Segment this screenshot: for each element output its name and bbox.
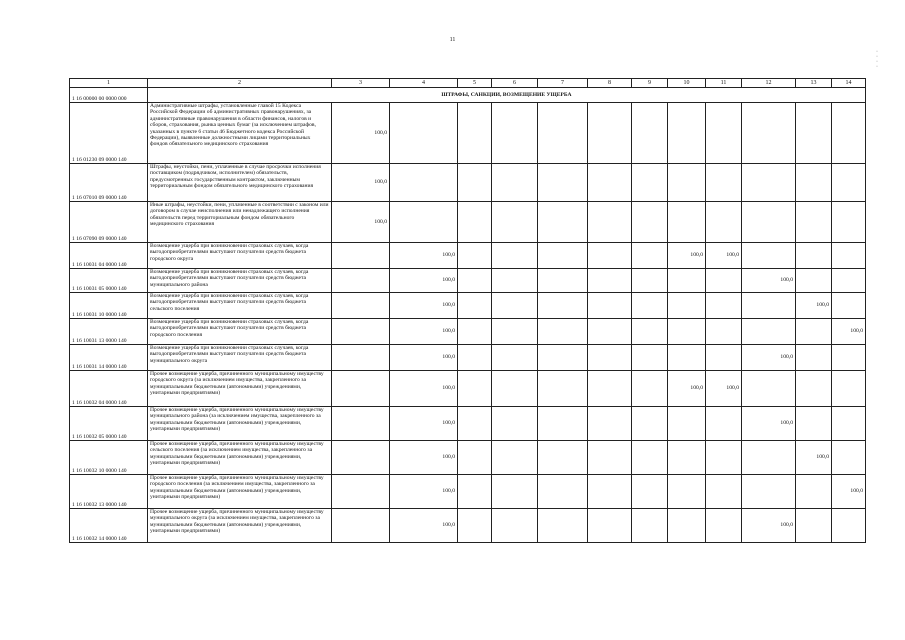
- norm-cell-col-3: [332, 475, 390, 509]
- norm-cell-col-9: [632, 269, 668, 293]
- column-number: 2: [148, 79, 332, 88]
- norm-cell-col-14: [832, 269, 866, 293]
- section-title: ШТРАФЫ, САНКЦИИ, ВОЗМЕЩЕНИЕ УЩЕРБА: [148, 88, 866, 103]
- norm-cell-col-3: [332, 269, 390, 293]
- norm-cell-col-13: 100,0: [796, 441, 832, 475]
- table-row: [70, 269, 866, 293]
- norm-cell-col-11: [706, 509, 742, 543]
- norm-cell-col-6: [492, 509, 538, 543]
- norm-cell-col-9: [632, 407, 668, 441]
- norm-cell-col-5: [458, 269, 492, 293]
- edge-mark: ·: [876, 64, 878, 70]
- norm-cell-col-5: [458, 164, 492, 202]
- column-number: 8: [588, 79, 632, 88]
- norm-cell-col-8: [588, 202, 632, 243]
- budget-classification-code: 1 16 10031 13 0000 140: [70, 319, 148, 345]
- norm-cell-col-14: [832, 345, 866, 371]
- norm-cell-col-8: [588, 164, 632, 202]
- norm-cell-col-10: [668, 202, 706, 243]
- revenue-name: Прочее возмещение ущерба, причиненного муниципальному имуществу муниципального района (за исключением имущества, закрепленного за муниципальными бюджетными (автономными) учреждениями, унитарными предприятиями): [148, 407, 332, 441]
- norm-cell-col-11: [706, 319, 742, 345]
- norm-cell-col-3: [332, 243, 390, 269]
- norm-cell-col-14: [832, 103, 866, 164]
- norm-cell-col-13: [796, 103, 832, 164]
- table-row: [70, 441, 866, 475]
- budget-classification-code: 1 16 07090 09 0000 140: [70, 202, 148, 243]
- norm-cell-col-12: [742, 164, 796, 202]
- column-number: 13: [796, 79, 832, 88]
- norm-cell-col-3: 100,0: [332, 103, 390, 164]
- norm-cell-col-9: [632, 441, 668, 475]
- norm-cell-col-4: 100,0: [390, 371, 458, 407]
- norm-cell-col-7: [538, 103, 588, 164]
- norm-cell-col-3: [332, 509, 390, 543]
- norm-cell-col-4: [390, 164, 458, 202]
- budget-classification-code: 1 16 10032 10 0000 140: [70, 441, 148, 475]
- revenue-name: Возмещение ущерба при возникновении страховых случаев, когда выгодоприобретателями выступают получатели средств бюджета муниципального района: [148, 269, 332, 293]
- column-number-row: [70, 79, 866, 88]
- norm-cell-col-10: [668, 319, 706, 345]
- norm-cell-col-8: [588, 243, 632, 269]
- norm-cell-col-4: 100,0: [390, 509, 458, 543]
- norm-cell-col-12: [742, 103, 796, 164]
- norm-cell-col-5: [458, 371, 492, 407]
- norm-cell-col-12: [742, 202, 796, 243]
- norm-cell-col-8: [588, 293, 632, 319]
- edge-marks: [875, 50, 879, 70]
- budget-classification-code: 1 16 10031 10 0000 140: [70, 293, 148, 319]
- norm-cell-col-12: 100,0: [742, 509, 796, 543]
- budget-classification-code: 1 16 10032 05 0000 140: [70, 407, 148, 441]
- norm-cell-col-10: [668, 509, 706, 543]
- norm-cell-col-11: [706, 164, 742, 202]
- norm-cell-col-3: [332, 293, 390, 319]
- norm-cell-col-4: 100,0: [390, 319, 458, 345]
- norm-cell-col-13: [796, 202, 832, 243]
- revenue-name: Возмещение ущерба при возникновении страховых случаев, когда выгодоприобретателями выступают получатели средств бюджета муниципального округа: [148, 345, 332, 371]
- norm-cell-col-4: [390, 103, 458, 164]
- section-code: 1 16 00000 00 0000 000: [70, 88, 148, 103]
- norm-cell-col-7: [538, 441, 588, 475]
- norm-cell-col-7: [538, 202, 588, 243]
- norm-cell-col-8: [588, 103, 632, 164]
- norm-cell-col-9: [632, 293, 668, 319]
- norm-cell-col-13: [796, 345, 832, 371]
- norm-cell-col-11: 100,0: [706, 371, 742, 407]
- table-row: [70, 407, 866, 441]
- norm-cell-col-13: [796, 371, 832, 407]
- budget-classification-code: 1 16 10032 14 0000 140: [70, 509, 148, 543]
- column-number: 9: [632, 79, 668, 88]
- norm-cell-col-4: 100,0: [390, 269, 458, 293]
- norm-cell-col-12: 100,0: [742, 269, 796, 293]
- norm-cell-col-7: [538, 371, 588, 407]
- budget-classification-code: 1 16 07010 09 0000 140: [70, 164, 148, 202]
- norm-cell-col-6: [492, 441, 538, 475]
- norm-cell-col-10: 100,0: [668, 371, 706, 407]
- norm-cell-col-14: [832, 407, 866, 441]
- norm-cell-col-14: [832, 441, 866, 475]
- norm-cell-col-10: [668, 407, 706, 441]
- norm-cell-col-14: [832, 293, 866, 319]
- norm-cell-col-11: [706, 345, 742, 371]
- norm-cell-col-3: [332, 319, 390, 345]
- norm-cell-col-7: [538, 243, 588, 269]
- norm-cell-col-6: [492, 345, 538, 371]
- norm-cell-col-12: [742, 441, 796, 475]
- norm-cell-col-8: [588, 371, 632, 407]
- norm-cell-col-14: 100,0: [832, 475, 866, 509]
- norm-cell-col-9: [632, 371, 668, 407]
- norm-cell-col-5: [458, 243, 492, 269]
- norm-cell-col-6: [492, 269, 538, 293]
- norm-cell-col-11: [706, 103, 742, 164]
- edge-mark: ·: [876, 59, 878, 65]
- norm-cell-col-6: [492, 103, 538, 164]
- norm-cell-col-9: [632, 319, 668, 345]
- norm-cell-col-5: [458, 293, 492, 319]
- norm-cell-col-9: [632, 164, 668, 202]
- norm-cell-col-8: [588, 269, 632, 293]
- norm-cell-col-11: [706, 269, 742, 293]
- column-number: 11: [706, 79, 742, 88]
- norm-cell-col-11: [706, 202, 742, 243]
- table-row: [70, 345, 866, 371]
- norm-cell-col-12: [742, 293, 796, 319]
- norm-cell-col-9: [632, 243, 668, 269]
- norm-cell-col-4: 100,0: [390, 345, 458, 371]
- norm-cell-col-14: [832, 164, 866, 202]
- norm-cell-col-8: [588, 407, 632, 441]
- norm-cell-col-9: [632, 475, 668, 509]
- norm-cell-col-9: [632, 509, 668, 543]
- norm-cell-col-14: [832, 371, 866, 407]
- revenue-name: Административные штрафы, установленные главой 15 Кодекса Российской Федерации об административных правонарушениях, за административные правонарушения в области финансов, налогов и сборов, страхования, рынка ценных бумаг (за исключением штрафов, указанных в пункте 6 статьи 46 Бюджетного кодекса Российской Федерации), выявленные должностными лицами территориальных фондов обязательного медицинского страхования: [148, 103, 332, 164]
- norm-cell-col-12: [742, 475, 796, 509]
- norm-cell-col-4: 100,0: [390, 475, 458, 509]
- norm-cell-col-6: [492, 243, 538, 269]
- norm-cell-col-6: [492, 371, 538, 407]
- norm-cell-col-6: [492, 293, 538, 319]
- norm-cell-col-7: [538, 164, 588, 202]
- norm-cell-col-3: 100,0: [332, 164, 390, 202]
- norm-cell-col-8: [588, 441, 632, 475]
- column-number: 14: [832, 79, 866, 88]
- norm-cell-col-14: [832, 202, 866, 243]
- norm-cell-col-14: [832, 509, 866, 543]
- revenue-name: Возмещение ущерба при возникновении страховых случаев, когда выгодоприобретателями выступают получатели средств бюджета городского поселения: [148, 319, 332, 345]
- norm-cell-col-4: 100,0: [390, 293, 458, 319]
- norm-cell-col-13: [796, 319, 832, 345]
- norm-cell-col-10: [668, 269, 706, 293]
- norm-cell-col-5: [458, 407, 492, 441]
- norm-cell-col-4: 100,0: [390, 441, 458, 475]
- norm-cell-col-9: [632, 345, 668, 371]
- norm-cell-col-3: [332, 441, 390, 475]
- norm-cell-col-10: 100,0: [668, 243, 706, 269]
- budget-classification-code: 1 16 01230 09 0000 140: [70, 103, 148, 164]
- column-number: 4: [390, 79, 458, 88]
- section-header-row: [70, 88, 866, 103]
- norm-cell-col-6: [492, 407, 538, 441]
- norm-cell-col-9: [632, 202, 668, 243]
- norm-cell-col-10: [668, 475, 706, 509]
- table-row: [70, 371, 866, 407]
- norm-cell-col-11: [706, 407, 742, 441]
- norm-cell-col-7: [538, 319, 588, 345]
- norm-cell-col-3: [332, 371, 390, 407]
- revenue-name: Возмещение ущерба при возникновении страховых случаев, когда выгодоприобретателями выступают получатели средств бюджета городского округа: [148, 243, 332, 269]
- norm-cell-col-4: 100,0: [390, 243, 458, 269]
- norm-cell-col-11: 100,0: [706, 243, 742, 269]
- norm-cell-col-7: [538, 269, 588, 293]
- norm-cell-col-7: [538, 293, 588, 319]
- column-number: 10: [668, 79, 706, 88]
- norm-cell-col-7: [538, 475, 588, 509]
- norm-cell-col-10: [668, 345, 706, 371]
- norm-cell-col-12: [742, 243, 796, 269]
- norm-cell-col-10: [668, 164, 706, 202]
- norm-cell-col-12: 100,0: [742, 407, 796, 441]
- revenue-name: Прочее возмещение ущерба, причиненного муниципальному имуществу городского округа (за исключением имущества, закрепленного за муниципальными бюджетными (автономными) учреждениями, унитарными предприятиями): [148, 371, 332, 407]
- norm-cell-col-11: [706, 441, 742, 475]
- table-row: [70, 202, 866, 243]
- norm-cell-col-5: [458, 345, 492, 371]
- norm-cell-col-9: [632, 103, 668, 164]
- table-row: [70, 164, 866, 202]
- budget-classification-code: 1 16 10032 13 0000 140: [70, 475, 148, 509]
- revenue-name: Штрафы, неустойки, пени, уплаченные в случае просрочки исполнения поставщиком (подрядчиком, исполнителем) обязательств, предусмотренных государственным контрактом, заключенным территориальным фондом обязательного медицинского страхования: [148, 164, 332, 202]
- norm-cell-col-5: [458, 319, 492, 345]
- norm-cell-col-8: [588, 319, 632, 345]
- norm-cell-col-13: [796, 269, 832, 293]
- budget-classification-code: 1 16 10031 04 0000 140: [70, 243, 148, 269]
- column-number: 6: [492, 79, 538, 88]
- norm-cell-col-6: [492, 164, 538, 202]
- table-row: [70, 475, 866, 509]
- norm-cell-col-5: [458, 509, 492, 543]
- norm-cell-col-7: [538, 407, 588, 441]
- norm-cell-col-10: [668, 441, 706, 475]
- norm-cell-col-5: [458, 202, 492, 243]
- norm-cell-col-12: [742, 319, 796, 345]
- column-number: 7: [538, 79, 588, 88]
- norm-cell-col-7: [538, 509, 588, 543]
- revenue-name: Иные штрафы, неустойки, пени, уплаченные в соответствии с законом или договором в случае неисполнения или ненадлежащего исполнения обязательств перед территориальным фондом обязательного медицинского страхования: [148, 202, 332, 243]
- table-row: [70, 509, 866, 543]
- norm-cell-col-13: 100,0: [796, 293, 832, 319]
- revenue-name: Прочее возмещение ущерба, причиненного муниципальному имуществу городского поселения (за исключением имущества, закрепленного за муниципальными бюджетными (автономными) учреждениями, унитарными предприятиями): [148, 475, 332, 509]
- norm-cell-col-3: 100,0: [332, 202, 390, 243]
- norm-cell-col-13: [796, 407, 832, 441]
- norm-cell-col-5: [458, 103, 492, 164]
- norm-cell-col-13: [796, 475, 832, 509]
- norm-cell-col-12: 100,0: [742, 345, 796, 371]
- revenue-name: Прочее возмещение ущерба, причиненного муниципальному имуществу муниципального округа (за исключением имущества, закрепленного за муниципальными бюджетными (автономными) учреждениями, унитарными предприятиями): [148, 509, 332, 543]
- norm-cell-col-13: [796, 243, 832, 269]
- norm-cell-col-14: [832, 243, 866, 269]
- table-row: [70, 293, 866, 319]
- norm-cell-col-4: [390, 202, 458, 243]
- edge-mark: ·: [876, 49, 878, 55]
- norm-cell-col-8: [588, 345, 632, 371]
- norm-cell-col-4: 100,0: [390, 407, 458, 441]
- norm-cell-col-6: [492, 319, 538, 345]
- column-number: 5: [458, 79, 492, 88]
- norm-cell-col-6: [492, 202, 538, 243]
- norm-cell-col-11: [706, 475, 742, 509]
- norm-cell-col-7: [538, 345, 588, 371]
- norm-cell-col-14: 100,0: [832, 319, 866, 345]
- norm-cell-col-13: [796, 164, 832, 202]
- budget-classification-code: 1 16 10032 04 0000 140: [70, 371, 148, 407]
- table-row: [70, 243, 866, 269]
- budget-classification-code: 1 16 10031 05 0000 140: [70, 269, 148, 293]
- edge-mark: ·: [876, 54, 878, 60]
- norm-cell-col-5: [458, 475, 492, 509]
- budget-classification-code: 1 16 10031 14 0000 140: [70, 345, 148, 371]
- page-number: 11: [449, 37, 456, 43]
- norm-cell-col-3: [332, 407, 390, 441]
- column-number: 1: [70, 79, 148, 88]
- table-row: [70, 319, 866, 345]
- budget-revenue-table: [69, 78, 866, 543]
- norm-cell-col-12: [742, 371, 796, 407]
- norm-cell-col-10: [668, 293, 706, 319]
- norm-cell-col-11: [706, 293, 742, 319]
- norm-cell-col-13: [796, 509, 832, 543]
- column-number: 3: [332, 79, 390, 88]
- norm-cell-col-6: [492, 475, 538, 509]
- table-row: [70, 103, 866, 164]
- norm-cell-col-8: [588, 509, 632, 543]
- norm-cell-col-8: [588, 475, 632, 509]
- revenue-name: Прочее возмещение ущерба, причиненного муниципальному имуществу сельского поселения (за исключением имущества, закрепленного за муниципальными бюджетными (автономными) учреждениями, унитарными предприятиями): [148, 441, 332, 475]
- norm-cell-col-10: [668, 103, 706, 164]
- norm-cell-col-5: [458, 441, 492, 475]
- revenue-name: Возмещение ущерба при возникновении страховых случаев, когда выгодоприобретателями выступают получатели средств бюджета сельского поселения: [148, 293, 332, 319]
- column-number: 12: [742, 79, 796, 88]
- norm-cell-col-3: [332, 345, 390, 371]
